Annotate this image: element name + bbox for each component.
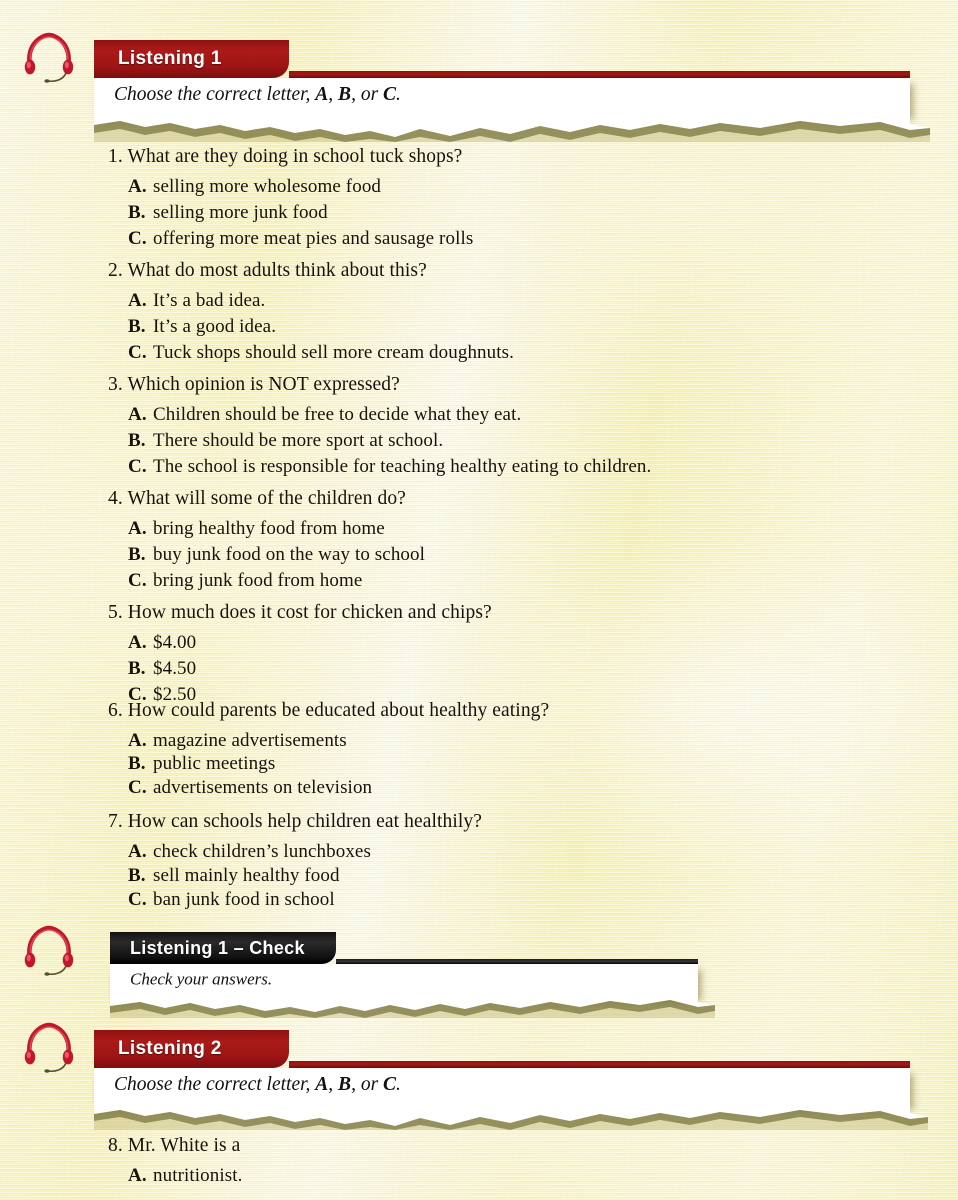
option-letter: B. — [128, 316, 146, 337]
tab-listening-1-check-label: Listening 1 – Check — [130, 937, 305, 958]
option-letter: C. — [128, 777, 147, 798]
option-text: magazine advertisements — [153, 730, 347, 751]
question-4-option-a[interactable] — [128, 518, 385, 540]
option-text: It’s a good idea. — [153, 316, 277, 337]
option-text: selling more junk food — [153, 202, 328, 223]
instruction-strip-listening-1-check — [110, 964, 698, 997]
instruction-text-listening-1 — [114, 84, 401, 106]
question-2-option-b[interactable] — [128, 316, 276, 338]
tab-listening-2-label: Listening 2 — [118, 1038, 222, 1059]
question-2-option-c[interactable] — [128, 342, 514, 364]
option-text: It’s a bad idea. — [153, 290, 266, 311]
question-7-option-b[interactable] — [128, 865, 340, 887]
instruction-sep-2: , or — [351, 1074, 384, 1096]
letter-b: B — [338, 1074, 352, 1096]
option-letter: C. — [128, 889, 147, 910]
question-6-option-a[interactable] — [128, 730, 347, 752]
letter-c: C — [383, 1074, 397, 1096]
option-text: check children’s lunchboxes — [153, 841, 371, 862]
question-8-text: 8. Mr. White is a — [108, 1135, 241, 1156]
option-letter: C. — [128, 570, 147, 591]
option-text: Children should be free to decide what they eat. — [153, 404, 522, 425]
question-5-option-b[interactable] — [128, 658, 196, 680]
option-text: $4.00 — [153, 632, 197, 653]
option-text: $4.50 — [153, 658, 197, 679]
option-letter: A. — [128, 176, 147, 197]
question-1-text: 1. What are they doing in school tuck shops? — [108, 146, 463, 167]
option-text: advertisements on television — [153, 777, 373, 798]
headphones-icon — [22, 1022, 76, 1074]
option-letter: B. — [128, 430, 146, 451]
tab-listening-2[interactable] — [94, 1030, 289, 1068]
question-1-option-b[interactable] — [128, 202, 328, 224]
question-2-text: 2. What do most adults think about this? — [108, 260, 427, 281]
torn-paper-edge-1 — [0, 112, 958, 142]
option-text: buy junk food on the way to school — [153, 544, 426, 565]
question-5-text: 5. How much does it cost for chicken and chips? — [108, 602, 492, 623]
tab-listening-1-check[interactable] — [110, 932, 336, 964]
question-3-option-b[interactable] — [128, 430, 443, 452]
option-text: bring healthy food from home — [153, 518, 385, 539]
instruction-sep-2: , or — [351, 84, 384, 106]
option-text: nutritionist. — [153, 1165, 243, 1186]
option-text: ban junk food in school — [153, 889, 335, 910]
option-text: The school is responsible for teaching healthy eating to children. — [153, 456, 652, 477]
option-text: bring junk food from home — [153, 570, 363, 591]
option-text: Tuck shops should sell more cream doughnuts. — [153, 342, 514, 363]
option-letter: B. — [128, 753, 146, 774]
instruction-prefix: Choose the correct letter, — [114, 1074, 316, 1096]
question-4-option-c[interactable] — [128, 570, 362, 592]
option-letter: C. — [128, 228, 147, 249]
header-rule-listening-1 — [289, 71, 910, 78]
question-4-text: 4. What will some of the children do? — [108, 488, 406, 509]
question-8-option-a[interactable] — [128, 1165, 242, 1187]
option-letter: A. — [128, 1165, 147, 1186]
option-text: There should be more sport at school. — [153, 430, 444, 451]
header-rule-listening-2 — [289, 1061, 910, 1068]
option-text: $2.50 — [153, 684, 197, 705]
option-letter: A. — [128, 841, 147, 862]
option-letter: B. — [128, 544, 146, 565]
instruction-strip-listening-2 — [94, 1068, 910, 1106]
option-text: sell mainly healthy food — [153, 865, 340, 886]
question-2-option-a[interactable] — [128, 290, 265, 312]
instruction-sep-1: , — [328, 84, 339, 106]
question-7-option-c[interactable] — [128, 889, 335, 911]
option-letter: C. — [128, 684, 147, 705]
letter-b: B — [338, 84, 352, 106]
instruction-text-listening-2 — [114, 1074, 401, 1096]
question-6-option-b[interactable] — [128, 753, 275, 775]
option-text: offering more meat pies and sausage rolls — [153, 228, 474, 249]
option-letter: C. — [128, 342, 147, 363]
question-1-option-c[interactable] — [128, 228, 473, 250]
tab-listening-1[interactable] — [94, 40, 289, 78]
question-6-option-c[interactable] — [128, 777, 372, 799]
option-letter: B. — [128, 865, 146, 886]
headphones-icon — [22, 925, 76, 977]
question-6-text: 6. How could parents be educated about healthy eating? — [108, 700, 550, 721]
headphones-icon — [22, 32, 76, 84]
question-3-option-c[interactable] — [128, 456, 651, 478]
option-letter: A. — [128, 730, 147, 751]
question-3-option-a[interactable] — [128, 404, 521, 426]
instruction-prefix: Choose the correct letter, — [114, 84, 316, 106]
option-letter: C. — [128, 456, 147, 477]
question-3-text: 3. Which opinion is NOT expressed? — [108, 374, 400, 395]
question-7-text: 7. How can schools help children eat healthily? — [108, 811, 482, 832]
letter-a: A — [315, 84, 329, 106]
instruction-suffix: . — [396, 1074, 401, 1096]
option-text: public meetings — [153, 753, 276, 774]
tab-listening-1-label: Listening 1 — [118, 48, 222, 69]
question-4-option-b[interactable] — [128, 544, 425, 566]
option-letter: B. — [128, 202, 146, 223]
letter-c: C — [383, 84, 397, 106]
question-5-option-a[interactable] — [128, 632, 196, 654]
instruction-strip-listening-1 — [94, 78, 910, 116]
option-letter: A. — [128, 632, 147, 653]
question-7-option-a[interactable] — [128, 841, 371, 863]
question-1-option-a[interactable] — [128, 176, 381, 198]
torn-paper-edge-3 — [0, 1102, 958, 1130]
instruction-suffix: . — [396, 84, 401, 106]
option-letter: B. — [128, 658, 146, 679]
letter-a: A — [315, 1074, 329, 1096]
option-letter: A. — [128, 518, 147, 539]
option-letter: A. — [128, 290, 147, 311]
option-text: selling more wholesome food — [153, 176, 382, 197]
instruction-sep-1: , — [328, 1074, 339, 1096]
instruction-text-listening-1-check: Check your answers. — [130, 968, 273, 988]
option-letter: A. — [128, 404, 147, 425]
